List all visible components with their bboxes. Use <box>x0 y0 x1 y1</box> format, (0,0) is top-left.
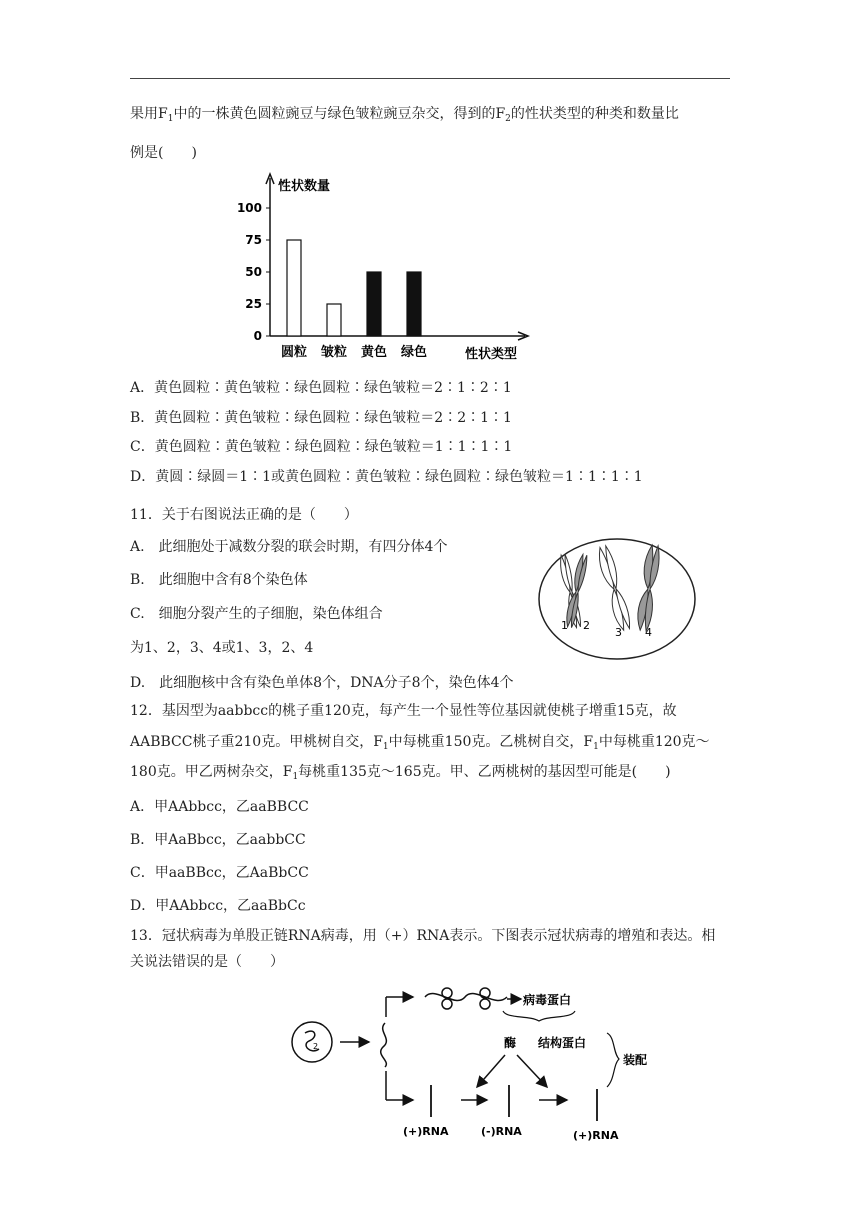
x-tick-label: 皱粒 <box>320 345 348 360</box>
q10-stem-line2: 例是( ) <box>130 145 197 161</box>
q13-line2: 关说法错误的是（ ） <box>130 954 284 970</box>
bar <box>367 272 381 336</box>
structural-protein-label: 结构蛋白 <box>538 1036 587 1050</box>
x-axis-label: 性状类型 <box>465 347 518 362</box>
q12-option-a: A．甲AAbbcc，乙aaBBCC <box>130 799 309 815</box>
q11-option-c: C. 细胞分裂产生的子细胞，染色体组合 <box>130 606 383 622</box>
rna-label-3: (+)RNA <box>573 1129 619 1142</box>
rna-strand <box>381 1023 387 1067</box>
y-tick-label: 25 <box>245 297 262 311</box>
chromosome-4 <box>636 544 662 631</box>
chromosome-3 <box>595 545 632 631</box>
y-tick-label: 50 <box>245 265 262 279</box>
q10-option-a: A．黄色圆粒∶黄色皱粒∶绿色圆粒∶绿色皱粒＝2∶1∶2∶1 <box>130 380 512 396</box>
cell-diagram <box>537 537 697 661</box>
q11-option-b: B. 此细胞中含有8个染色体 <box>130 572 308 588</box>
q12-line2: AABBCC桃子重210克。甲桃树自交，$F_1$中每桃重150克。乙桃树自交，$F_1$中每桃重120克～ <box>130 734 710 752</box>
chromosome-label-4: 4 <box>645 626 652 639</box>
q12-option-d: D．甲AAbbcc，乙aaBbCc <box>130 898 306 914</box>
y-tick-label: 75 <box>245 233 262 247</box>
q12-option-c: C．甲aaBBcc，乙AaBbCC <box>130 865 309 881</box>
rna-label-2: (-)RNA <box>481 1125 522 1138</box>
rna-label-1: (+)RNA <box>403 1125 449 1138</box>
q11-option-c-cont: 为1、2，3、4或1、3，2、4 <box>130 640 314 656</box>
q11-option-d: D. 此细胞核中含有染色单体8个，DNA分子8个，染色体4个 <box>130 675 514 691</box>
q12-line3: 180克。甲乙两树杂交，$F_1$每桃重135克～165克。甲、乙两桃树的基因型可能是( ) <box>130 764 671 782</box>
q10-option-b: B．黄色圆粒∶黄色皱粒∶绿色圆粒∶绿色皱粒＝2∶2∶1∶1 <box>130 410 512 426</box>
q13-line1: 13．冠状病毒为单股正链RNA病毒，用（+）RNA表示。下图表示冠状病毒的增殖和表达。相 <box>130 928 716 944</box>
q12-line1: 12．基因型为aabbcc的桃子重120克，每产生一个显性等位基因就使桃子增重15克，故 <box>130 703 677 719</box>
x-tick-label: 绿色 <box>400 345 428 360</box>
x-tick-label: 圆粒 <box>280 345 308 360</box>
q10-stem-line1: 果用$F_1$中的一株黄色圆粒豌豆与绿色皱粒豌豆杂交，得到的$F_2$的性状类型的种类和数量比 <box>130 106 679 124</box>
chromosome-label-1: 1 <box>561 619 568 632</box>
mrna-strand <box>425 994 507 1001</box>
bar <box>287 240 301 336</box>
svg-text:2: 2 <box>313 1042 319 1051</box>
y-tick-label: 0 <box>253 329 262 343</box>
bar <box>327 304 341 336</box>
q12-option-b: B．甲AaBbcc，乙aabbCC <box>130 832 306 848</box>
trait-bar-chart <box>225 168 525 368</box>
q10-option-d: D．黄圆∶绿圆＝1∶1或黄色圆粒∶黄色皱粒∶绿色圆粒∶绿色皱粒＝1∶1∶1∶1 <box>130 469 643 485</box>
chromosome-label-2: 2 <box>583 619 590 632</box>
chromosome-label-3: 3 <box>615 626 622 639</box>
assembly-label: 装配 <box>623 1053 648 1067</box>
assembly-brace <box>607 1033 619 1087</box>
q11-option-a: A. 此细胞处于减数分裂的联会时期，有四分体4个 <box>130 539 448 555</box>
x-tick-label: 黄色 <box>360 345 388 360</box>
enzyme-label: 酶 <box>504 1036 517 1050</box>
q11-stem: 11．关于右图说法正确的是（ ） <box>130 507 358 523</box>
q10-option-c: C．黄色圆粒∶黄色皱粒∶绿色圆粒∶绿色皱粒＝1∶1∶1∶1 <box>130 439 513 455</box>
bar <box>407 272 421 336</box>
y-axis-label: 性状数量 <box>278 179 331 194</box>
virus-protein-label: 病毒蛋白 <box>523 993 572 1007</box>
brace <box>503 1011 575 1021</box>
header-rule <box>130 78 730 79</box>
virus-icon <box>292 1022 332 1062</box>
coronavirus-diagram <box>285 975 648 1145</box>
y-tick-label: 100 <box>236 201 262 215</box>
